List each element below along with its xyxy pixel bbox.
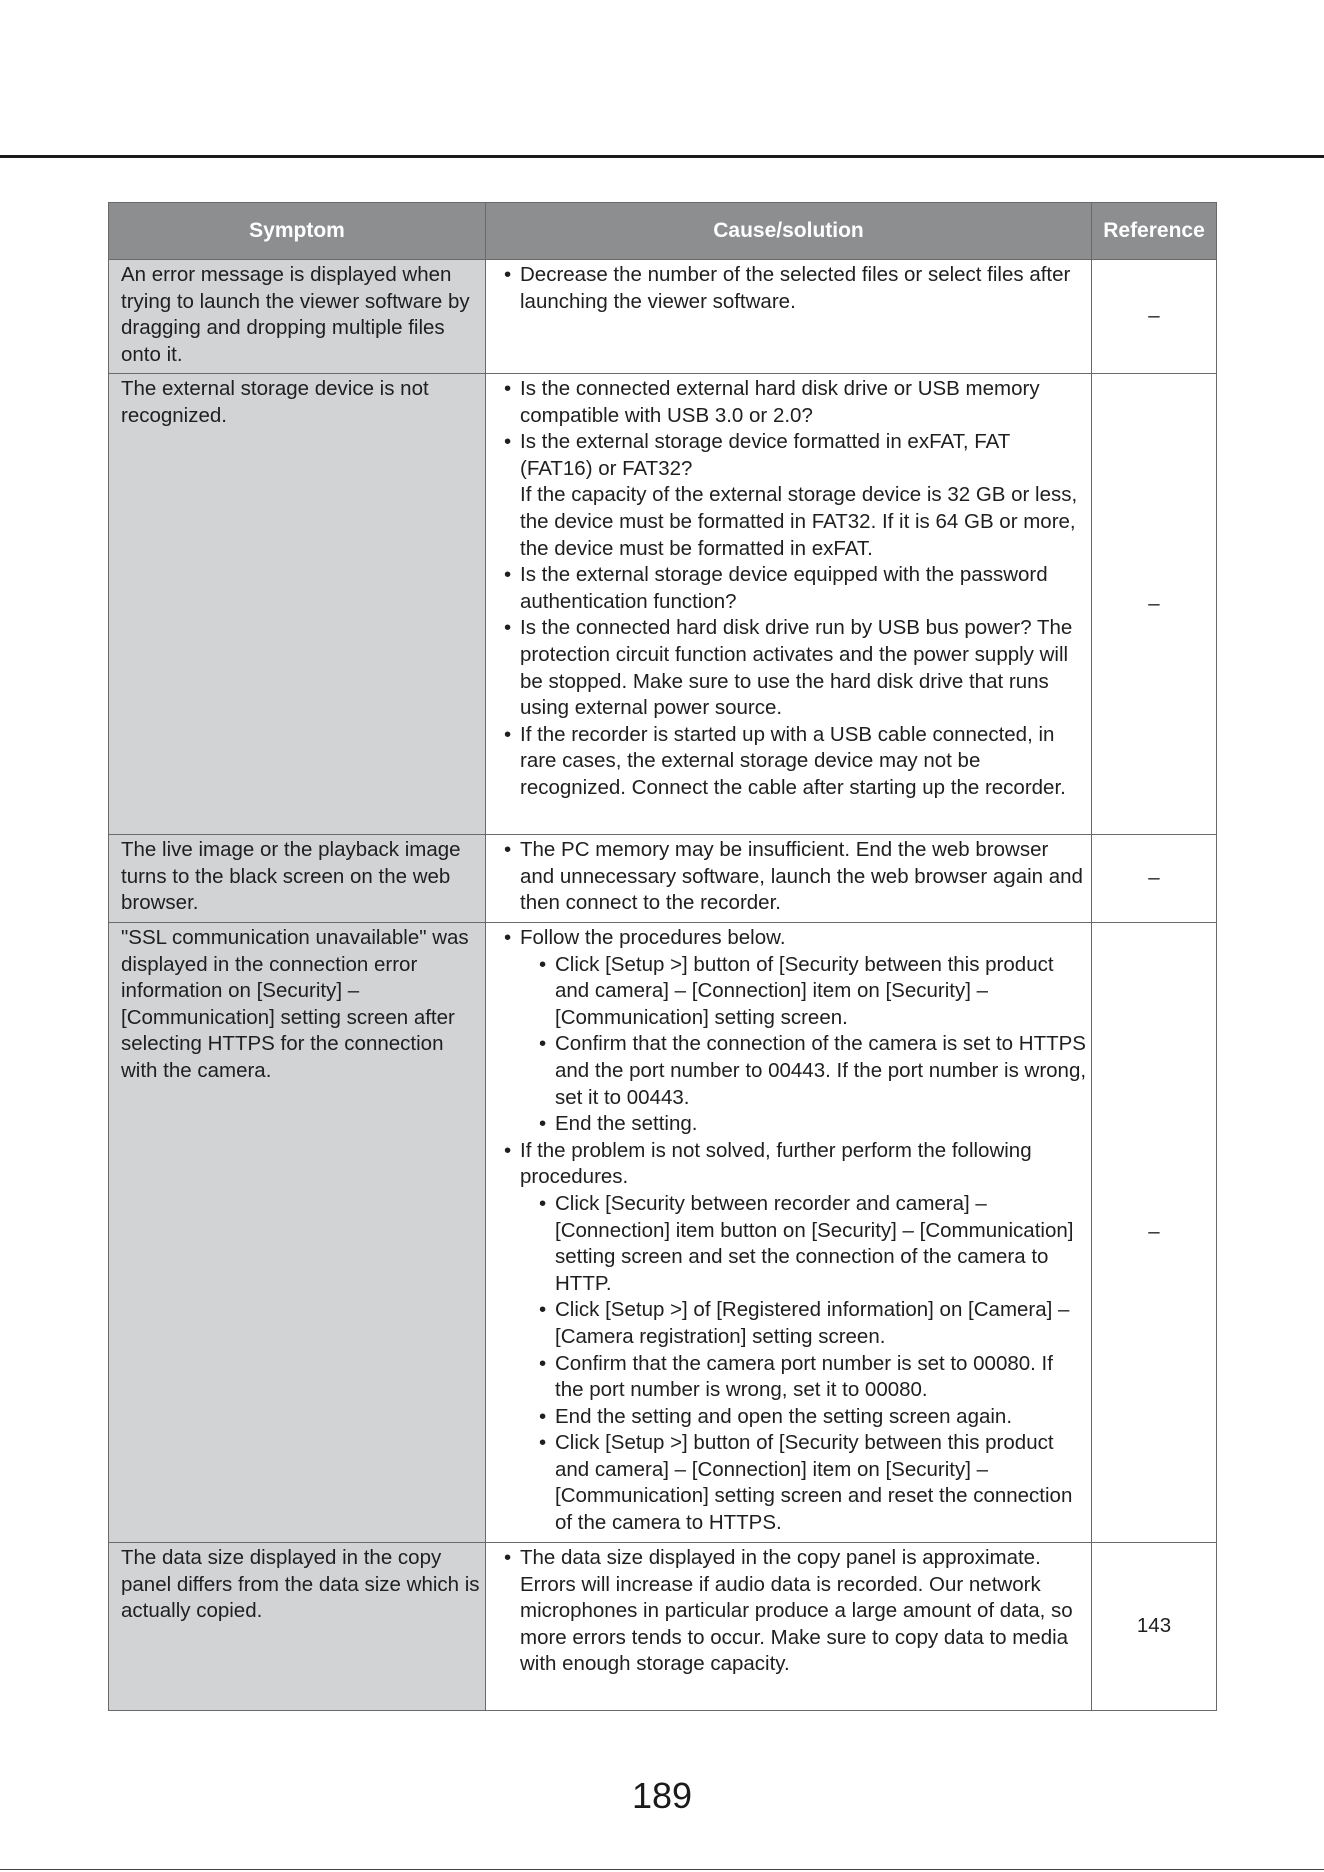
reference-cell: – xyxy=(1092,923,1217,1543)
page-number: 189 xyxy=(631,1775,693,1816)
cause-item-text: Is the external storage device formatted in exFAT, FAT (FAT16) or FAT32? xyxy=(520,430,1010,480)
cause-cell xyxy=(486,923,1092,1543)
table-header-row xyxy=(109,203,1217,260)
table-row xyxy=(109,1543,1217,1711)
table-row xyxy=(109,923,1217,1543)
sub-step-item: • Confirm that the connection of the camera is set to HTTPS and the port number to 00443. If the port number is wrong, set it to 00443. xyxy=(520,1031,1087,1111)
sub-step-item: • End the setting and open the setting screen again. xyxy=(520,1404,1087,1431)
reference-cell: 143 xyxy=(1092,1543,1217,1711)
footer-rule xyxy=(0,1869,1324,1870)
cause-item: • Is the connected hard disk drive run by USB bus power? The protection circuit function activates and the power supply will be stopped. Make sure to use the hard disk drive that runs using external power source. xyxy=(504,615,1087,721)
reference-cell: – xyxy=(1092,374,1217,835)
cause-item: • Is the connected external hard disk drive or USB memory compatible with USB 3.0 or 2.0? xyxy=(504,376,1087,429)
cause-cell xyxy=(486,374,1092,835)
cause-list xyxy=(504,376,1087,802)
cause-item-text: Follow the procedures below. xyxy=(520,926,786,949)
reference-cell: – xyxy=(1092,260,1217,374)
sub-step-item: • Click [Setup >] button of [Security between this product and camera] – [Connection] item on [Security] – [Communication] setting screen and reset the connection of the camera to HTTPS. xyxy=(520,1430,1087,1536)
cause-item xyxy=(504,925,1087,1138)
header-symptom: Symptom xyxy=(109,203,486,260)
cause-list xyxy=(504,262,1087,315)
sub-step-item: • Confirm that the camera port number is set to 00080. If the port number is wrong, set it to 00080. xyxy=(520,1351,1087,1404)
sub-step-list xyxy=(520,952,1087,1138)
cause-list xyxy=(504,837,1087,917)
cause-item-note: If the capacity of the external storage device is 32 GB or less, the device must be formatted in FAT32. If it is 64 GB or more, the device must be formatted in exFAT. xyxy=(520,483,1078,560)
sub-step-item: • Click [Security between recorder and camera] – [Connection] item button on [Security] – [Communication] setting screen and set the connection of the camera to HTTP. xyxy=(520,1191,1087,1297)
table-row xyxy=(109,260,1217,374)
sub-step-item: • End the setting. xyxy=(520,1111,1087,1138)
reference-cell: – xyxy=(1092,835,1217,923)
symptom-cell: The live image or the playback image turns to the black screen on the web browser. xyxy=(109,835,486,923)
header-cause-solution: Cause/solution xyxy=(486,203,1092,260)
sub-step-list xyxy=(520,1191,1087,1537)
troubleshooting-table xyxy=(108,202,1217,1711)
header-rule xyxy=(0,155,1324,158)
sub-step-item: • Click [Setup >] of [Registered information] on [Camera] – [Camera registration] setting screen. xyxy=(520,1297,1087,1350)
header-reference: Reference xyxy=(1092,203,1217,260)
cause-item: • The PC memory may be insufficient. End the web browser and unnecessary software, launch the web browser again and then connect to the recorder. xyxy=(504,837,1087,917)
cause-list xyxy=(504,925,1087,1537)
table-row xyxy=(109,835,1217,923)
cause-item: • Decrease the number of the selected files or select files after launching the viewer software. xyxy=(504,262,1087,315)
cause-cell xyxy=(486,260,1092,374)
sub-step-item: • Click [Setup >] button of [Security between this product and camera] – [Connection] item on [Security] – [Communication] setting screen. xyxy=(520,952,1087,1032)
cause-list xyxy=(504,1545,1087,1678)
symptom-cell: "SSL communication unavailable" was displayed in the connection error information on [Security] – [Communication] setting screen after selecting HTTPS for the connection with the camera. xyxy=(109,923,486,1543)
cause-cell xyxy=(486,835,1092,923)
symptom-cell: An error message is displayed when trying to launch the viewer software by dragging and dropping multiple files onto it. xyxy=(109,260,486,374)
cause-cell xyxy=(486,1543,1092,1711)
cause-item: • The data size displayed in the copy panel is approximate. Errors will increase if audio data is recorded. Our network microphones in particular produce a large amount of data, so more errors tends to occur. Make sure to copy data to media with enough storage capacity. xyxy=(504,1545,1087,1678)
cause-item: • Is the external storage device equipped with the password authentication function? xyxy=(504,562,1087,615)
symptom-cell: The data size displayed in the copy panel differs from the data size which is actually copied. xyxy=(109,1543,486,1711)
cause-item: • If the recorder is started up with a USB cable connected, in rare cases, the external storage device may not be recognized. Connect the cable after starting up the recorder. xyxy=(504,722,1087,802)
symptom-cell: The external storage device is not recognized. xyxy=(109,374,486,835)
cause-item xyxy=(504,429,1087,562)
cause-item xyxy=(504,1138,1087,1537)
cause-item-text: If the problem is not solved, further perform the following procedures. xyxy=(520,1138,1032,1189)
table-row xyxy=(109,374,1217,835)
